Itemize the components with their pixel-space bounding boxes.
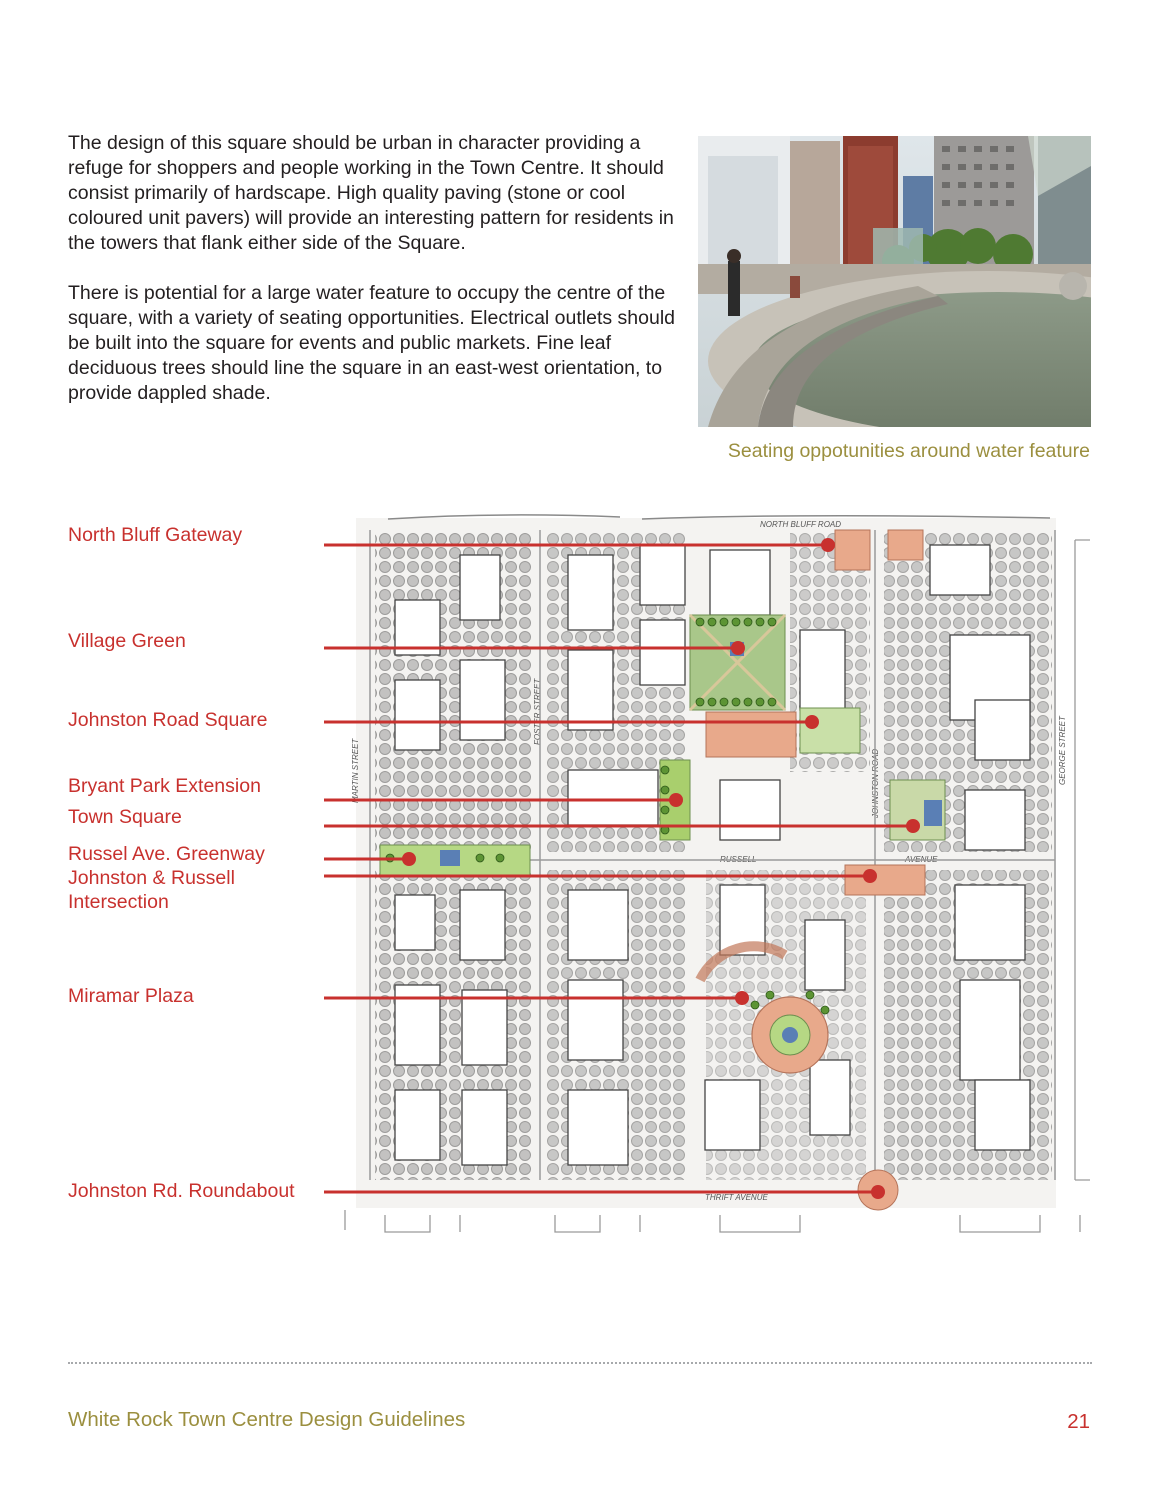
callout-johnston-rd-roundabout: Johnston Rd. Roundabout — [68, 1180, 295, 1202]
footer-divider — [68, 1362, 1092, 1364]
paragraph-2: There is potential for a large water feature to occupy the centre of the square, with a variety of seating opportunities. Electrical outlets should be built into the square for events and public markets. Fine leaf deciduous trees should line the square in an east-west orientation, to provide dappled shade. — [68, 282, 675, 404]
page-number: 21 — [1067, 1410, 1090, 1433]
town-centre-site-plan — [322, 508, 1094, 1243]
marker-johnston-russell-intersection — [863, 869, 877, 883]
intro-text — [68, 131, 678, 431]
street-label-johnston: JOHNSTON ROAD — [871, 748, 880, 818]
callout-russel-ave-greenway: Russel Ave. Greenway — [68, 843, 265, 865]
callout-johnston-russell-intersection: Johnston & Russell Intersection — [68, 867, 235, 913]
marker-town-square — [906, 819, 920, 833]
street-label-avenue: AVENUE — [905, 855, 938, 864]
street-label-george: GEORGE STREET — [1058, 716, 1067, 785]
water-feature-photo — [698, 136, 1091, 427]
marker-village-green — [731, 641, 745, 655]
callout-miramar-plaza: Miramar Plaza — [68, 985, 194, 1007]
marker-johnston-rd-roundabout — [871, 1185, 885, 1199]
street-label-russell: RUSSELL — [720, 855, 757, 864]
street-label-martin: MARTIN STREET — [351, 738, 360, 803]
callout-johnston-road-square: Johnston Road Square — [68, 709, 268, 731]
street-label-foster: FOSTER STREET — [533, 678, 542, 745]
marker-russel-ave-greenway — [402, 852, 416, 866]
paragraph-1: The design of this square should be urban in character providing a refuge for shoppers and people working in the Town Centre. It should consist primarily of hardscape. High quality paving (stone or cool coloured unit pavers) will provide an interesting pattern for residents in the towers that flank either side of the Square. — [68, 132, 674, 254]
marker-north-bluff-gateway — [821, 538, 835, 552]
callout-bryant-park-extension: Bryant Park Extension — [68, 775, 261, 797]
callout-north-bluff-gateway: North Bluff Gateway — [68, 524, 243, 546]
callout-town-square: Town Square — [68, 806, 182, 828]
marker-johnston-road-square — [805, 715, 819, 729]
street-label-thrift: THRIFT AVENUE — [705, 1193, 768, 1202]
marker-miramar-plaza — [735, 991, 749, 1005]
callout-village-green: Village Green — [68, 630, 186, 652]
street-label-north-bluff: NORTH BLUFF ROAD — [760, 520, 842, 529]
footer-title: White Rock Town Centre Design Guidelines — [68, 1408, 466, 1431]
marker-bryant-park-extension — [669, 793, 683, 807]
photo-caption: Seating oppotunities around water feature — [727, 440, 1090, 462]
